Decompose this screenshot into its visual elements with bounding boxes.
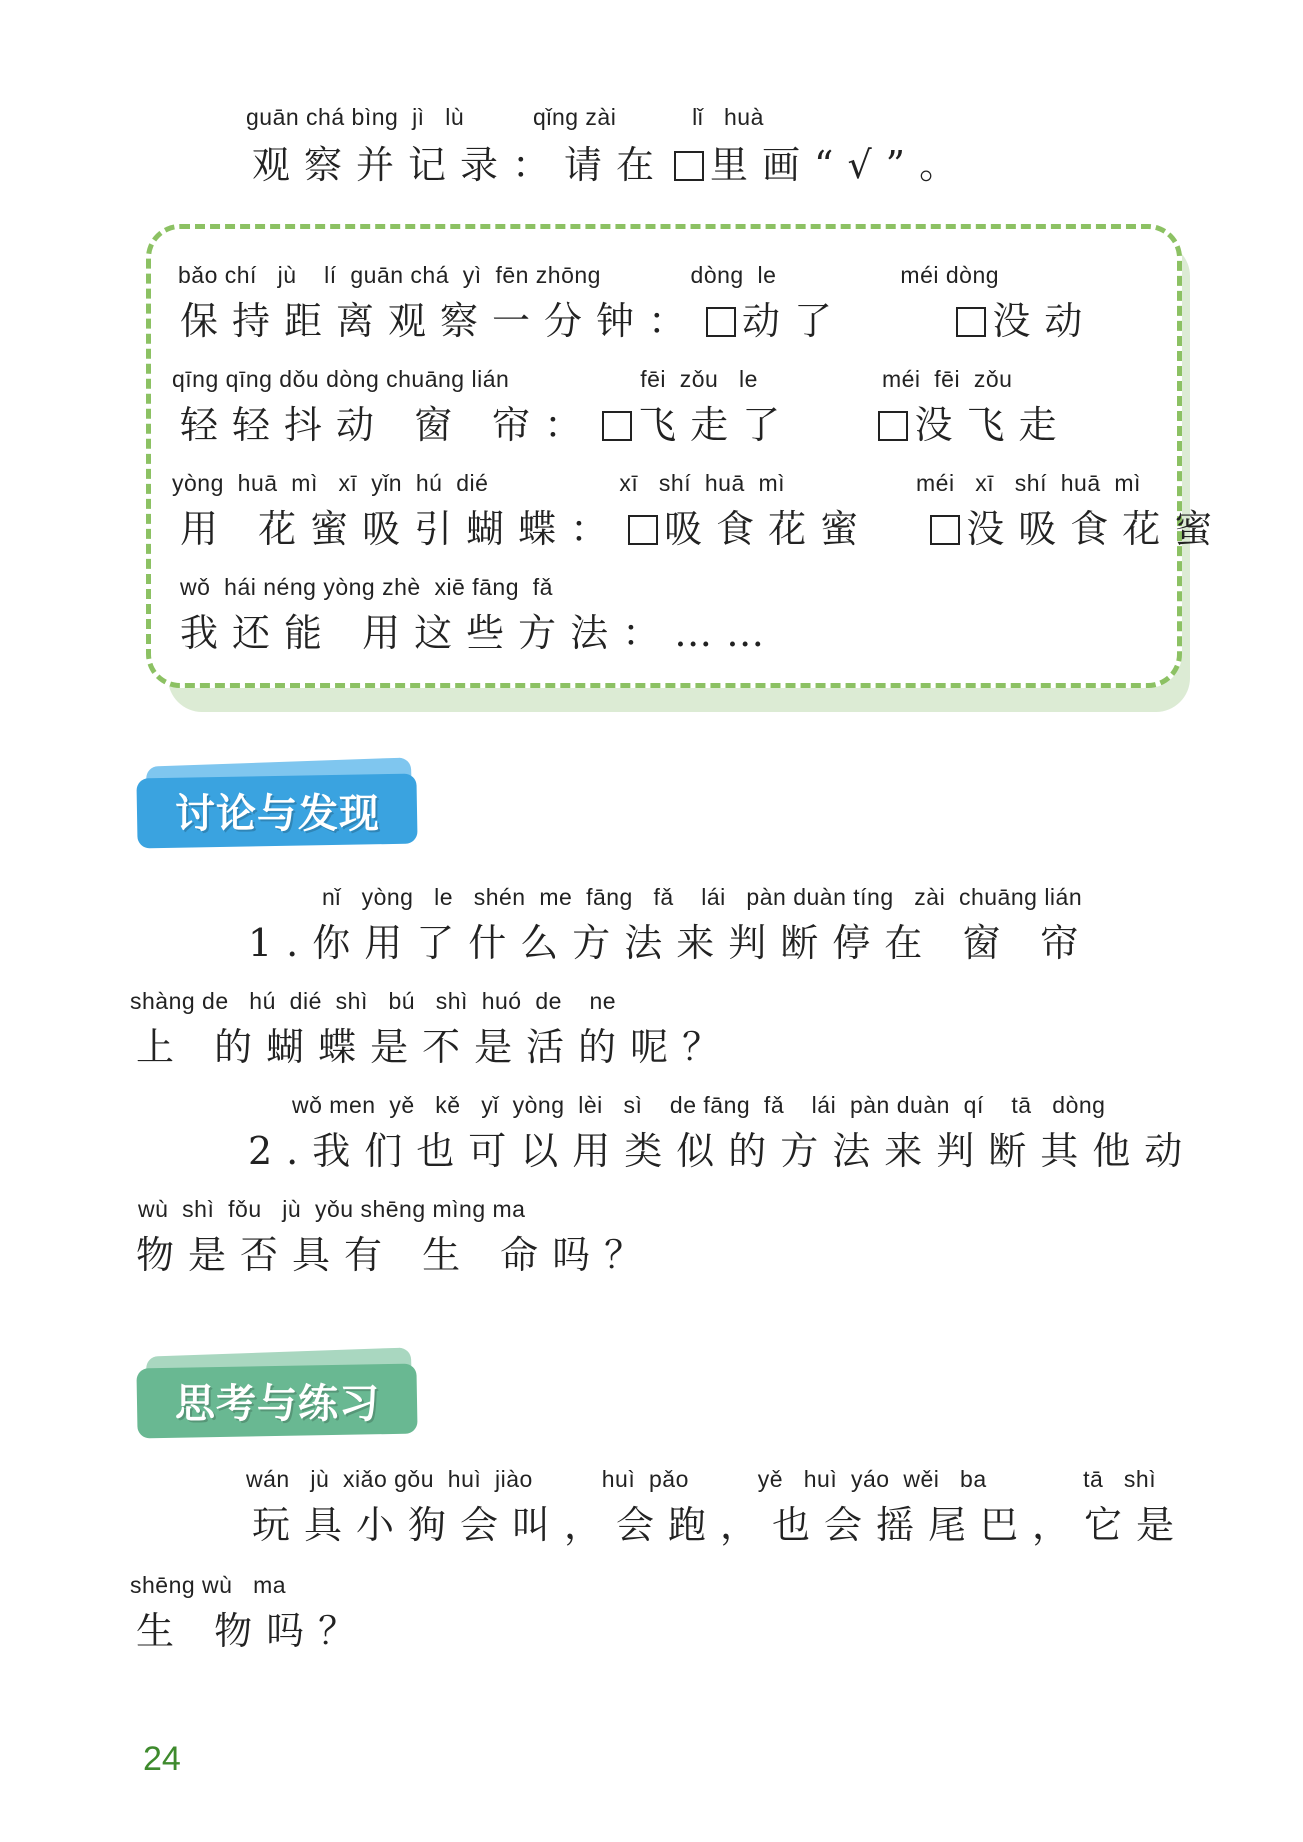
page-number: 24: [143, 1740, 181, 1778]
q2-pinyin-line2: wù shì fǒu jù yǒu shēng mìng ma: [138, 1196, 526, 1222]
practice-heading-tag: [137, 1352, 417, 1438]
option-fed-nectar-label: 吸食花蜜: [664, 507, 873, 551]
practice-line1: 玩具小狗会叫，会跑，也会摇尾巴，它是: [252, 1503, 1189, 1547]
observation-row2-prompt: 轻轻抖动 窗 帘：: [180, 403, 597, 447]
intro-pinyin: guān chá bìng jì lù qǐng zài lǐ huà: [246, 104, 764, 130]
practice-heading: 思考与练习: [175, 1381, 380, 1427]
checkbox-flew-away[interactable]: [602, 411, 632, 441]
observation-row2: [180, 394, 1070, 449]
intro-text-after: 里画“√”。: [710, 143, 972, 187]
observation-row2-pinyin: qīng qīng dǒu dòng chuāng lián fēi zǒu le méi fēi zǒu: [172, 366, 1013, 392]
option-not-fed-nectar-label: 没吸食花蜜: [966, 507, 1227, 551]
observation-row3-pinyin: yòng huā mì xī yǐn hú dié xī shí huā mì méi xī shí huā mì: [172, 470, 1141, 496]
q1-pinyin-line1: nǐ yòng le shén me fāng fǎ lái pàn duàn tíng zài chuāng lián: [322, 884, 1083, 910]
practice-line2: 生 物吗？: [136, 1609, 371, 1653]
checkbox-moved[interactable]: [706, 307, 736, 337]
checkbox-icon: [674, 151, 704, 181]
checkbox-not-moved[interactable]: [956, 307, 986, 337]
observation-row4-text: 我还能 用这些方法：……: [180, 611, 779, 655]
q2-pinyin-line1: wǒ men yě kě yǐ yòng lèi sì de fāng fǎ lái pàn duàn qí tā dòng: [292, 1092, 1106, 1118]
option-flew-away-label: 飞走了: [638, 403, 795, 447]
q1-line2: 上 的蝴蝶是不是活的呢？: [136, 1025, 735, 1069]
practice-pinyin-line1: wán jù xiǎo gǒu huì jiào huì pǎo yě huì yáo wěi ba tā shì: [246, 1466, 1157, 1492]
observation-row1: [180, 290, 1096, 345]
observation-row4-pinyin: wǒ hái néng yòng zhè xiē fāng fǎ: [180, 574, 553, 600]
q2-line2: 物是否具有 生 命吗？: [136, 1233, 657, 1277]
q1-pinyin-line2: shàng de hú dié shì bú shì huó de ne: [130, 988, 617, 1014]
observation-row3: [180, 498, 1226, 553]
discussion-heading: 讨论与发现: [175, 791, 380, 837]
observation-row1-pinyin: bǎo chí jù lí guān chá yì fēn zhōng dòng le méi dòng: [178, 262, 1000, 288]
observation-row3-prompt: 用 花蜜吸引蝴蝶：: [180, 507, 623, 551]
intro-text-before: 观察并记录：请在: [252, 143, 669, 187]
option-not-moved-label: 没动: [992, 299, 1097, 343]
option-not-flew-away-label: 没飞走: [914, 403, 1071, 447]
checkbox-not-flew-away[interactable]: [878, 411, 908, 441]
observation-row1-prompt: 保持距离观察一分钟：: [180, 299, 701, 343]
intro-text: [252, 134, 971, 189]
discussion-heading-tag: [137, 762, 417, 848]
checkbox-not-fed-nectar[interactable]: [930, 515, 960, 545]
q2-line1: 2.我们也可以用类似的方法来判断其他动: [248, 1129, 1197, 1173]
practice-pinyin-line2: shēng wù ma: [130, 1572, 287, 1598]
option-moved-label: 动了: [742, 299, 847, 343]
q1-line1: 1.你用了什么方法来判断停在 窗 帘: [248, 921, 1093, 965]
checkbox-fed-nectar[interactable]: [628, 515, 658, 545]
